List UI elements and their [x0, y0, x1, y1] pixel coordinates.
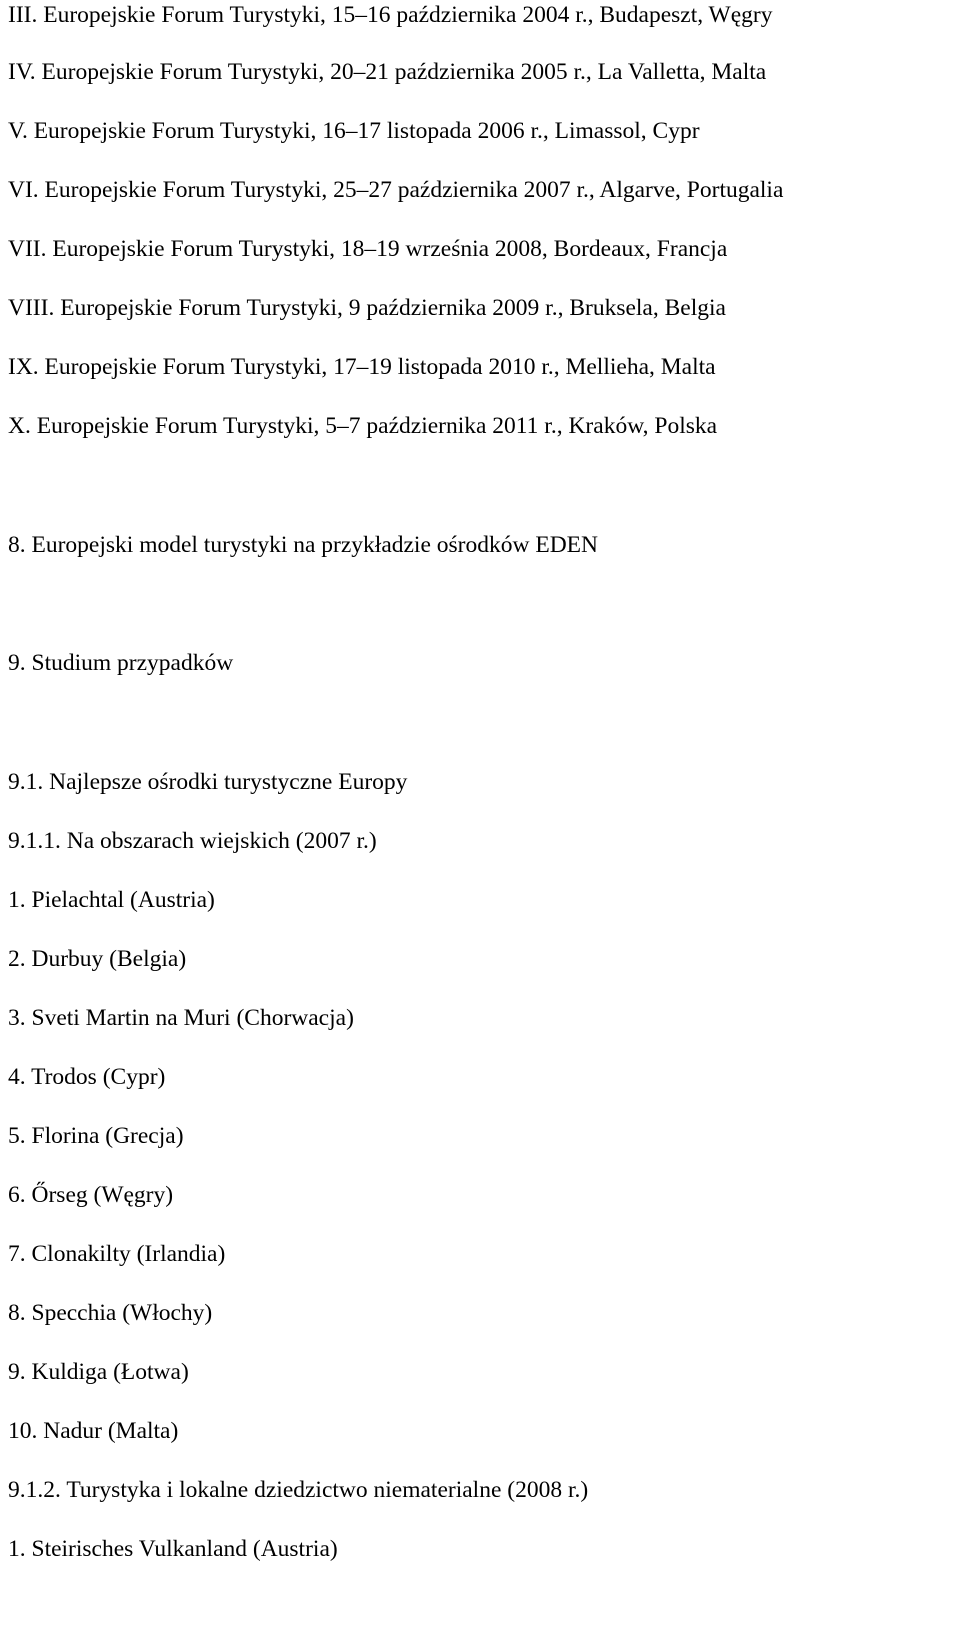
forum-2008-line: VII. Europejskie Forum Turystyki, 18–19 września 2008, Bordeaux, Francja [8, 236, 728, 262]
forum-2005-line: IV. Europejskie Forum Turystyki, 20–21 października 2005 r., La Valletta, Malta [8, 59, 767, 85]
list-item: 3. Sveti Martin na Muri (Chorwacja) [8, 1005, 354, 1031]
list-item: 10. Nadur (Malta) [8, 1418, 179, 1444]
forum-2009-line: VIII. Europejskie Forum Turystyki, 9 października 2009 r., Bruksela, Belgia [8, 295, 726, 321]
forum-2010-line: IX. Europejskie Forum Turystyki, 17–19 listopada 2010 r., Mellieha, Malta [8, 354, 716, 380]
list-item: 5. Florina (Grecja) [8, 1123, 184, 1149]
list-item: 7. Clonakilty (Irlandia) [8, 1241, 226, 1267]
subsection-heading-9-1-2: 9.1.2. Turystyka i lokalne dziedzictwo niematerialne (2008 r.) [8, 1477, 589, 1503]
section-heading-8: 8. Europejski model turystyki na przykładzie ośrodków EDEN [8, 532, 598, 558]
section-heading-9: 9. Studium przypadków [8, 650, 234, 676]
forum-2006-line: V. Europejskie Forum Turystyki, 16–17 listopada 2006 r., Limassol, Cypr [8, 118, 700, 144]
list-item: 2. Durbuy (Belgia) [8, 946, 187, 972]
list-item: 1. Pielachtal (Austria) [8, 887, 215, 913]
list-item: 9. Kuldiga (Łotwa) [8, 1359, 189, 1385]
list-item: 6. Őrseg (Węgry) [8, 1182, 174, 1208]
subsection-heading-9-1: 9.1. Najlepsze ośrodki turystyczne Europy [8, 769, 408, 795]
forum-2007-line: VI. Europejskie Forum Turystyki, 25–27 października 2007 r., Algarve, Portugalia [8, 177, 784, 203]
list-item: 4. Trodos (Cypr) [8, 1064, 166, 1090]
forum-2011-line: X. Europejskie Forum Turystyki, 5–7 października 2011 r., Kraków, Polska [8, 413, 718, 439]
list-item: 8. Specchia (Włochy) [8, 1300, 213, 1326]
subsection-heading-9-1-1: 9.1.1. Na obszarach wiejskich (2007 r.) [8, 828, 377, 854]
forum-2004-line: III. Europejskie Forum Turystyki, 15–16 października 2004 r., Budapeszt, Węgry [8, 2, 773, 28]
list-item: 1. Steirisches Vulkanland (Austria) [8, 1536, 338, 1562]
